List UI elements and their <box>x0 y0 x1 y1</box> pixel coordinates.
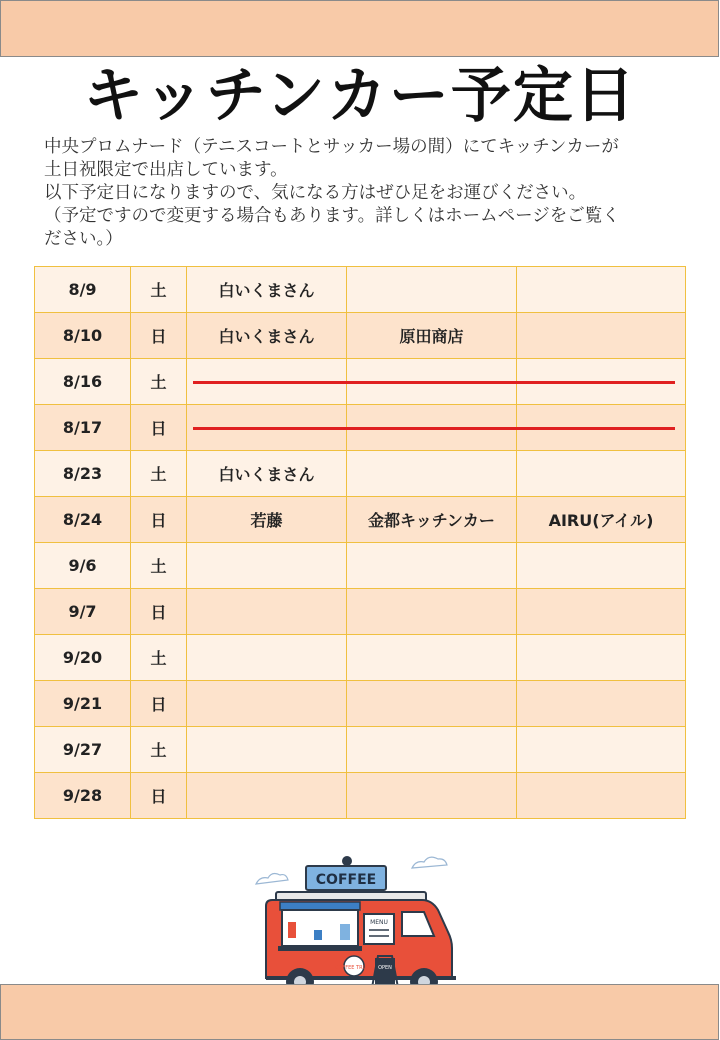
vendor-cell <box>347 543 517 589</box>
table-row <box>35 773 686 819</box>
table-row <box>35 727 686 773</box>
table-row <box>35 589 686 635</box>
intro-line: （予定ですので変更する場合もあります。詳しくはホームページをご覧く <box>44 206 620 226</box>
vendor-cell <box>347 451 517 497</box>
day-cell: 日 <box>131 313 187 359</box>
header-band <box>0 0 719 57</box>
date-cell: 9/21 <box>35 681 131 727</box>
intro-line: 土日祝限定で出店しています。 <box>44 160 288 180</box>
date-cell: 8/17 <box>35 405 131 451</box>
table-row <box>35 267 686 313</box>
day-cell: 日 <box>131 681 187 727</box>
vendor-cell <box>517 313 686 359</box>
vendor-cell <box>187 635 347 681</box>
vendor-cell <box>517 773 686 819</box>
vendor-cell: 白いくまさん <box>187 313 347 359</box>
date-cell: 9/7 <box>35 589 131 635</box>
coffee-truck-illustration <box>244 850 474 1002</box>
vendor-cell: 原田商店 <box>347 313 517 359</box>
vendor-cell: 白いくまさん <box>187 267 347 313</box>
table-row <box>35 451 686 497</box>
date-cell: 8/24 <box>35 497 131 543</box>
coffee-truck-icon <box>244 850 474 1002</box>
day-cell: 土 <box>131 543 187 589</box>
footer-band <box>0 984 719 1040</box>
table-row <box>35 497 686 543</box>
cancelled-strike-line <box>193 381 675 384</box>
vendor-cell <box>347 267 517 313</box>
intro-line: 以下予定日になりますので、気になる方はぜひ足をお運びください。 <box>44 183 587 203</box>
table-row <box>35 313 686 359</box>
vendor-cell <box>187 727 347 773</box>
vendor-cell: 白いくまさん <box>187 451 347 497</box>
day-cell: 日 <box>131 773 187 819</box>
day-cell: 日 <box>131 405 187 451</box>
vendor-cell <box>347 589 517 635</box>
vendor-cell <box>347 635 517 681</box>
vendor-cell <box>517 727 686 773</box>
table-row <box>35 543 686 589</box>
date-cell: 8/23 <box>35 451 131 497</box>
intro-text <box>44 136 684 251</box>
day-cell: 土 <box>131 727 187 773</box>
day-cell: 土 <box>131 451 187 497</box>
intro-line: ださい。） <box>44 229 123 249</box>
date-cell: 8/10 <box>35 313 131 359</box>
vendor-cell <box>187 543 347 589</box>
vendor-cell <box>517 681 686 727</box>
vendor-cell <box>187 589 347 635</box>
table-row <box>35 635 686 681</box>
sign-text: COFFEE <box>315 872 377 888</box>
date-cell: 8/16 <box>35 359 131 405</box>
vendor-cell: 若藤 <box>187 497 347 543</box>
vendor-cell <box>187 773 347 819</box>
vendor-cell <box>187 681 347 727</box>
table-row <box>35 681 686 727</box>
date-cell: 9/20 <box>35 635 131 681</box>
vendor-cell: 金都キッチンカー <box>347 497 517 543</box>
vendor-cell <box>517 635 686 681</box>
menu-text: MENU <box>370 919 388 926</box>
vendor-cell <box>347 773 517 819</box>
day-cell: 土 <box>131 267 187 313</box>
vendor-cell: AIRU(アイル) <box>517 497 686 543</box>
cancelled-strike-line <box>193 427 675 430</box>
day-cell: 土 <box>131 635 187 681</box>
page-title: キッチンカー予定日 <box>83 61 637 131</box>
date-cell: 8/9 <box>35 267 131 313</box>
vendor-cell <box>517 589 686 635</box>
date-cell: 9/28 <box>35 773 131 819</box>
intro-line: 中央プロムナード（テニスコートとサッカー場の間）にてキッチンカーが <box>44 137 619 157</box>
vendor-cell <box>517 451 686 497</box>
schedule-table <box>34 266 686 819</box>
date-cell: 9/6 <box>35 543 131 589</box>
vendor-cell <box>347 681 517 727</box>
vendor-cell <box>517 267 686 313</box>
day-cell: 日 <box>131 589 187 635</box>
board-text: OPEN <box>378 965 392 971</box>
day-cell: 日 <box>131 497 187 543</box>
logo-text: COFFEE TRUCK <box>334 965 374 971</box>
schedule-body <box>35 267 686 819</box>
date-cell: 9/27 <box>35 727 131 773</box>
vendor-cell <box>517 543 686 589</box>
day-cell: 土 <box>131 359 187 405</box>
vendor-cell <box>347 727 517 773</box>
